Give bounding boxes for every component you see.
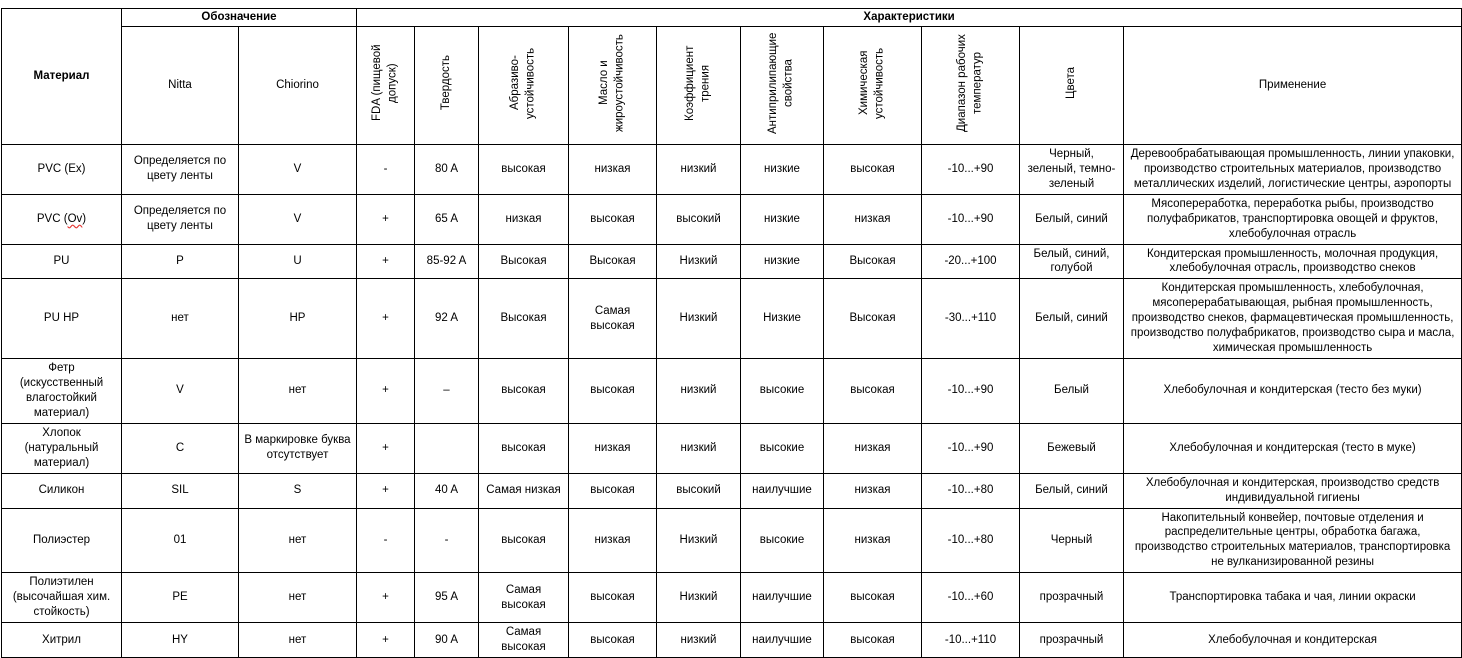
cell-colors: прозрачный xyxy=(1020,573,1124,623)
cell-hardness: 40 A xyxy=(415,473,479,508)
column-header-chiorino: Chiorino xyxy=(239,26,357,144)
cell-hardness: 85-92 A xyxy=(415,244,479,279)
cell-friction: низкий xyxy=(657,144,741,194)
cell-chiorino: HP xyxy=(239,279,357,359)
cell-chemical: высокая xyxy=(824,573,922,623)
cell-chiorino: V xyxy=(239,144,357,194)
cell-chiorino: нет xyxy=(239,508,357,573)
column-header-nitta: Nitta xyxy=(122,26,239,144)
cell-colors: Белый, синий, голубой xyxy=(1020,244,1124,279)
cell-material: Хлопок (натуральный материал) xyxy=(2,423,122,473)
table-row xyxy=(2,279,1462,359)
cell-chemical: высокая xyxy=(824,144,922,194)
cell-antistick: низкие xyxy=(741,244,824,279)
cell-fda: + xyxy=(357,623,415,658)
cell-oil: высокая xyxy=(569,623,657,658)
cell-material: Полиэтилен (высочайшая хим. стойкость) xyxy=(2,573,122,623)
cell-chiorino: нет xyxy=(239,359,357,424)
cell-oil: низкая xyxy=(569,508,657,573)
materials-comparison-table xyxy=(1,8,1462,658)
cell-nitta: C xyxy=(122,423,239,473)
cell-chiorino: нет xyxy=(239,623,357,658)
cell-abrasion: высокая xyxy=(479,423,569,473)
table-row xyxy=(2,359,1462,424)
cell-nitta: нет xyxy=(122,279,239,359)
cell-hardness: - xyxy=(415,508,479,573)
cell-nitta: P xyxy=(122,244,239,279)
cell-chiorino: S xyxy=(239,473,357,508)
cell-fda: + xyxy=(357,194,415,244)
cell-application: Накопительный конвейер, почтовые отделения и распределительные центры, обработка багажа, производство строительных материалов, транспортировка не вулканизированной резины xyxy=(1124,508,1462,573)
cell-antistick: высокие xyxy=(741,508,824,573)
cell-antistick: Низкие xyxy=(741,279,824,359)
cell-friction: Низкий xyxy=(657,244,741,279)
group-header-designation: Обозначение xyxy=(122,9,357,27)
vertical-header-text: Антиприлипающие свойства xyxy=(767,32,795,134)
cell-oil: высокая xyxy=(569,573,657,623)
cell-friction: низкий xyxy=(657,359,741,424)
cell-hardness: 80 A xyxy=(415,144,479,194)
cell-oil: высокая xyxy=(569,194,657,244)
cell-abrasion: высокая xyxy=(479,144,569,194)
cell-material: Полиэстер xyxy=(2,508,122,573)
cell-hardness: 65 A xyxy=(415,194,479,244)
cell-fda: + xyxy=(357,573,415,623)
cell-colors: Белый, синий xyxy=(1020,473,1124,508)
cell-antistick: наилучшие xyxy=(741,473,824,508)
cell-abrasion: Самая низкая xyxy=(479,473,569,508)
cell-application: Хлебобулочная и кондитерская (тесто в муке) xyxy=(1124,423,1462,473)
cell-fda: - xyxy=(357,508,415,573)
cell-colors: прозрачный xyxy=(1020,623,1124,658)
cell-chiorino: В маркировке буква отсутствует xyxy=(239,423,357,473)
cell-nitta: V xyxy=(122,359,239,424)
column-header-material: Материал xyxy=(2,9,122,145)
cell-antistick: низкие xyxy=(741,194,824,244)
cell-chemical: Высокая xyxy=(824,279,922,359)
column-header-friction xyxy=(657,26,741,144)
cell-fda: + xyxy=(357,244,415,279)
cell-temperature: -10...+90 xyxy=(922,194,1020,244)
cell-friction: низкий xyxy=(657,423,741,473)
cell-abrasion: Самая высокая xyxy=(479,623,569,658)
cell-application: Хлебобулочная и кондитерская (тесто без муки) xyxy=(1124,359,1462,424)
column-header-antistick xyxy=(741,26,824,144)
vertical-header-text: Цвета xyxy=(1064,66,1077,99)
table-body xyxy=(2,144,1462,657)
column-header-colors xyxy=(1020,26,1124,144)
cell-colors: Белый, синий xyxy=(1020,279,1124,359)
column-header-chemical xyxy=(824,26,922,144)
cell-chemical: Высокая xyxy=(824,244,922,279)
cell-antistick: высокие xyxy=(741,423,824,473)
table-row xyxy=(2,573,1462,623)
cell-fda: - xyxy=(357,144,415,194)
cell-nitta: PE xyxy=(122,573,239,623)
cell-nitta: SIL xyxy=(122,473,239,508)
cell-material: Хитрил xyxy=(2,623,122,658)
cell-application: Кондитерская промышленность, хлебобулочная, мясоперерабатывающая, рыбная промышленность, производство снеков, фармацевтическая промышленность, производство полуфабрикатов, производство сыра и масла, химическая промышленность xyxy=(1124,279,1462,359)
cell-material: PVC (Ov) xyxy=(2,194,122,244)
cell-chemical: высокая xyxy=(824,623,922,658)
cell-hardness: 95 A xyxy=(415,573,479,623)
column-header-fda xyxy=(357,26,415,144)
cell-colors: Белый, синий xyxy=(1020,194,1124,244)
cell-friction: Низкий xyxy=(657,573,741,623)
cell-hardness: – xyxy=(415,359,479,424)
cell-abrasion: низкая xyxy=(479,194,569,244)
table-row xyxy=(2,194,1462,244)
cell-temperature: -10...+90 xyxy=(922,423,1020,473)
cell-friction: высокий xyxy=(657,194,741,244)
cell-antistick: низкие xyxy=(741,144,824,194)
column-header-row xyxy=(2,26,1462,144)
cell-chemical: низкая xyxy=(824,423,922,473)
cell-abrasion: Высокая xyxy=(479,244,569,279)
cell-chiorino: V xyxy=(239,194,357,244)
cell-oil: высокая xyxy=(569,359,657,424)
cell-material: PU xyxy=(2,244,122,279)
vertical-header-text: FDA (пищевой допуск) xyxy=(370,44,399,122)
cell-antistick: наилучшие xyxy=(741,623,824,658)
cell-material: PVC (Ex) xyxy=(2,144,122,194)
cell-abrasion: Самая высокая xyxy=(479,573,569,623)
column-header-application: Применение xyxy=(1124,26,1462,144)
cell-temperature: -10...+80 xyxy=(922,508,1020,573)
cell-friction: низкий xyxy=(657,623,741,658)
vertical-header-text: Коэффициент трения xyxy=(683,45,712,121)
group-header-characteristics: Характеристики xyxy=(357,9,1462,27)
cell-colors: Бежевый xyxy=(1020,423,1124,473)
cell-oil: Самая высокая xyxy=(569,279,657,359)
cell-temperature: -10...+60 xyxy=(922,573,1020,623)
cell-chemical: низкая xyxy=(824,508,922,573)
cell-chemical: низкая xyxy=(824,194,922,244)
cell-fda: + xyxy=(357,473,415,508)
table-row xyxy=(2,508,1462,573)
vertical-header-text: Диапазон рабочих температур xyxy=(955,34,984,132)
cell-temperature: -10...+110 xyxy=(922,623,1020,658)
cell-colors: Черный, зеленый, темно-зеленый xyxy=(1020,144,1124,194)
cell-chiorino: нет xyxy=(239,573,357,623)
cell-application: Хлебобулочная и кондитерская xyxy=(1124,623,1462,658)
vertical-header-text: Твердость xyxy=(439,55,452,111)
cell-material: Фетр (искусственный влагостойкий материал) xyxy=(2,359,122,424)
cell-application: Транспортировка табака и чая, линии окраски xyxy=(1124,573,1462,623)
cell-application: Кондитерская промышленность, молочная продукция, хлебобулочная отрасль, производство снеков xyxy=(1124,244,1462,279)
table-row xyxy=(2,473,1462,508)
cell-hardness xyxy=(415,423,479,473)
cell-chemical: низкая xyxy=(824,473,922,508)
table-row xyxy=(2,244,1462,279)
cell-nitta: HY xyxy=(122,623,239,658)
cell-abrasion: высокая xyxy=(479,508,569,573)
column-header-hardness xyxy=(415,26,479,144)
cell-application: Хлебобулочная и кондитерская, производство средств индивидуальной гигиены xyxy=(1124,473,1462,508)
table-row xyxy=(2,144,1462,194)
cell-temperature: -10...+80 xyxy=(922,473,1020,508)
vertical-header-text: Масло и жироустойчивость xyxy=(597,33,626,132)
cell-nitta: Определяется по цвету ленты xyxy=(122,144,239,194)
cell-oil: Высокая xyxy=(569,244,657,279)
cell-temperature: -20...+100 xyxy=(922,244,1020,279)
group-header-row xyxy=(2,9,1462,27)
cell-fda: + xyxy=(357,423,415,473)
cell-temperature: -30...+110 xyxy=(922,279,1020,359)
cell-fda: + xyxy=(357,279,415,359)
vertical-header-text: Абразиво-устойчивость xyxy=(508,47,537,119)
cell-nitta: 01 xyxy=(122,508,239,573)
cell-antistick: высокие xyxy=(741,359,824,424)
cell-friction: Низкий xyxy=(657,279,741,359)
cell-temperature: -10...+90 xyxy=(922,144,1020,194)
spellcheck-underlined-text: Ov xyxy=(67,212,83,225)
cell-temperature: -10...+90 xyxy=(922,359,1020,424)
table-row xyxy=(2,423,1462,473)
cell-oil: высокая xyxy=(569,473,657,508)
table-row xyxy=(2,623,1462,658)
vertical-header-text: Химическая устойчивость xyxy=(857,47,886,119)
cell-abrasion: высокая xyxy=(479,359,569,424)
cell-hardness: 90 A xyxy=(415,623,479,658)
cell-material: Силикон xyxy=(2,473,122,508)
cell-oil: низкая xyxy=(569,144,657,194)
column-header-oil xyxy=(569,26,657,144)
cell-abrasion: Высокая xyxy=(479,279,569,359)
cell-chemical: высокая xyxy=(824,359,922,424)
cell-chiorino: U xyxy=(239,244,357,279)
cell-colors: Черный xyxy=(1020,508,1124,573)
cell-material: PU HP xyxy=(2,279,122,359)
column-header-abrasion xyxy=(479,26,569,144)
cell-application: Мясопереработка, переработка рыбы, производство полуфабрикатов, транспортировка овощей и фруктов, хлебобулочная отрасль xyxy=(1124,194,1462,244)
cell-antistick: наилучшие xyxy=(741,573,824,623)
cell-fda: + xyxy=(357,359,415,424)
cell-oil: низкая xyxy=(569,423,657,473)
cell-application: Деревообрабатывающая промышленность, линии упаковки, производство строительных материалов, производство металлических изделий, логистические центры, аэропорты xyxy=(1124,144,1462,194)
cell-friction: Низкий xyxy=(657,508,741,573)
cell-colors: Белый xyxy=(1020,359,1124,424)
cell-nitta: Определяется по цвету ленты xyxy=(122,194,239,244)
cell-hardness: 92 A xyxy=(415,279,479,359)
column-header-temperature xyxy=(922,26,1020,144)
cell-friction: высокий xyxy=(657,473,741,508)
